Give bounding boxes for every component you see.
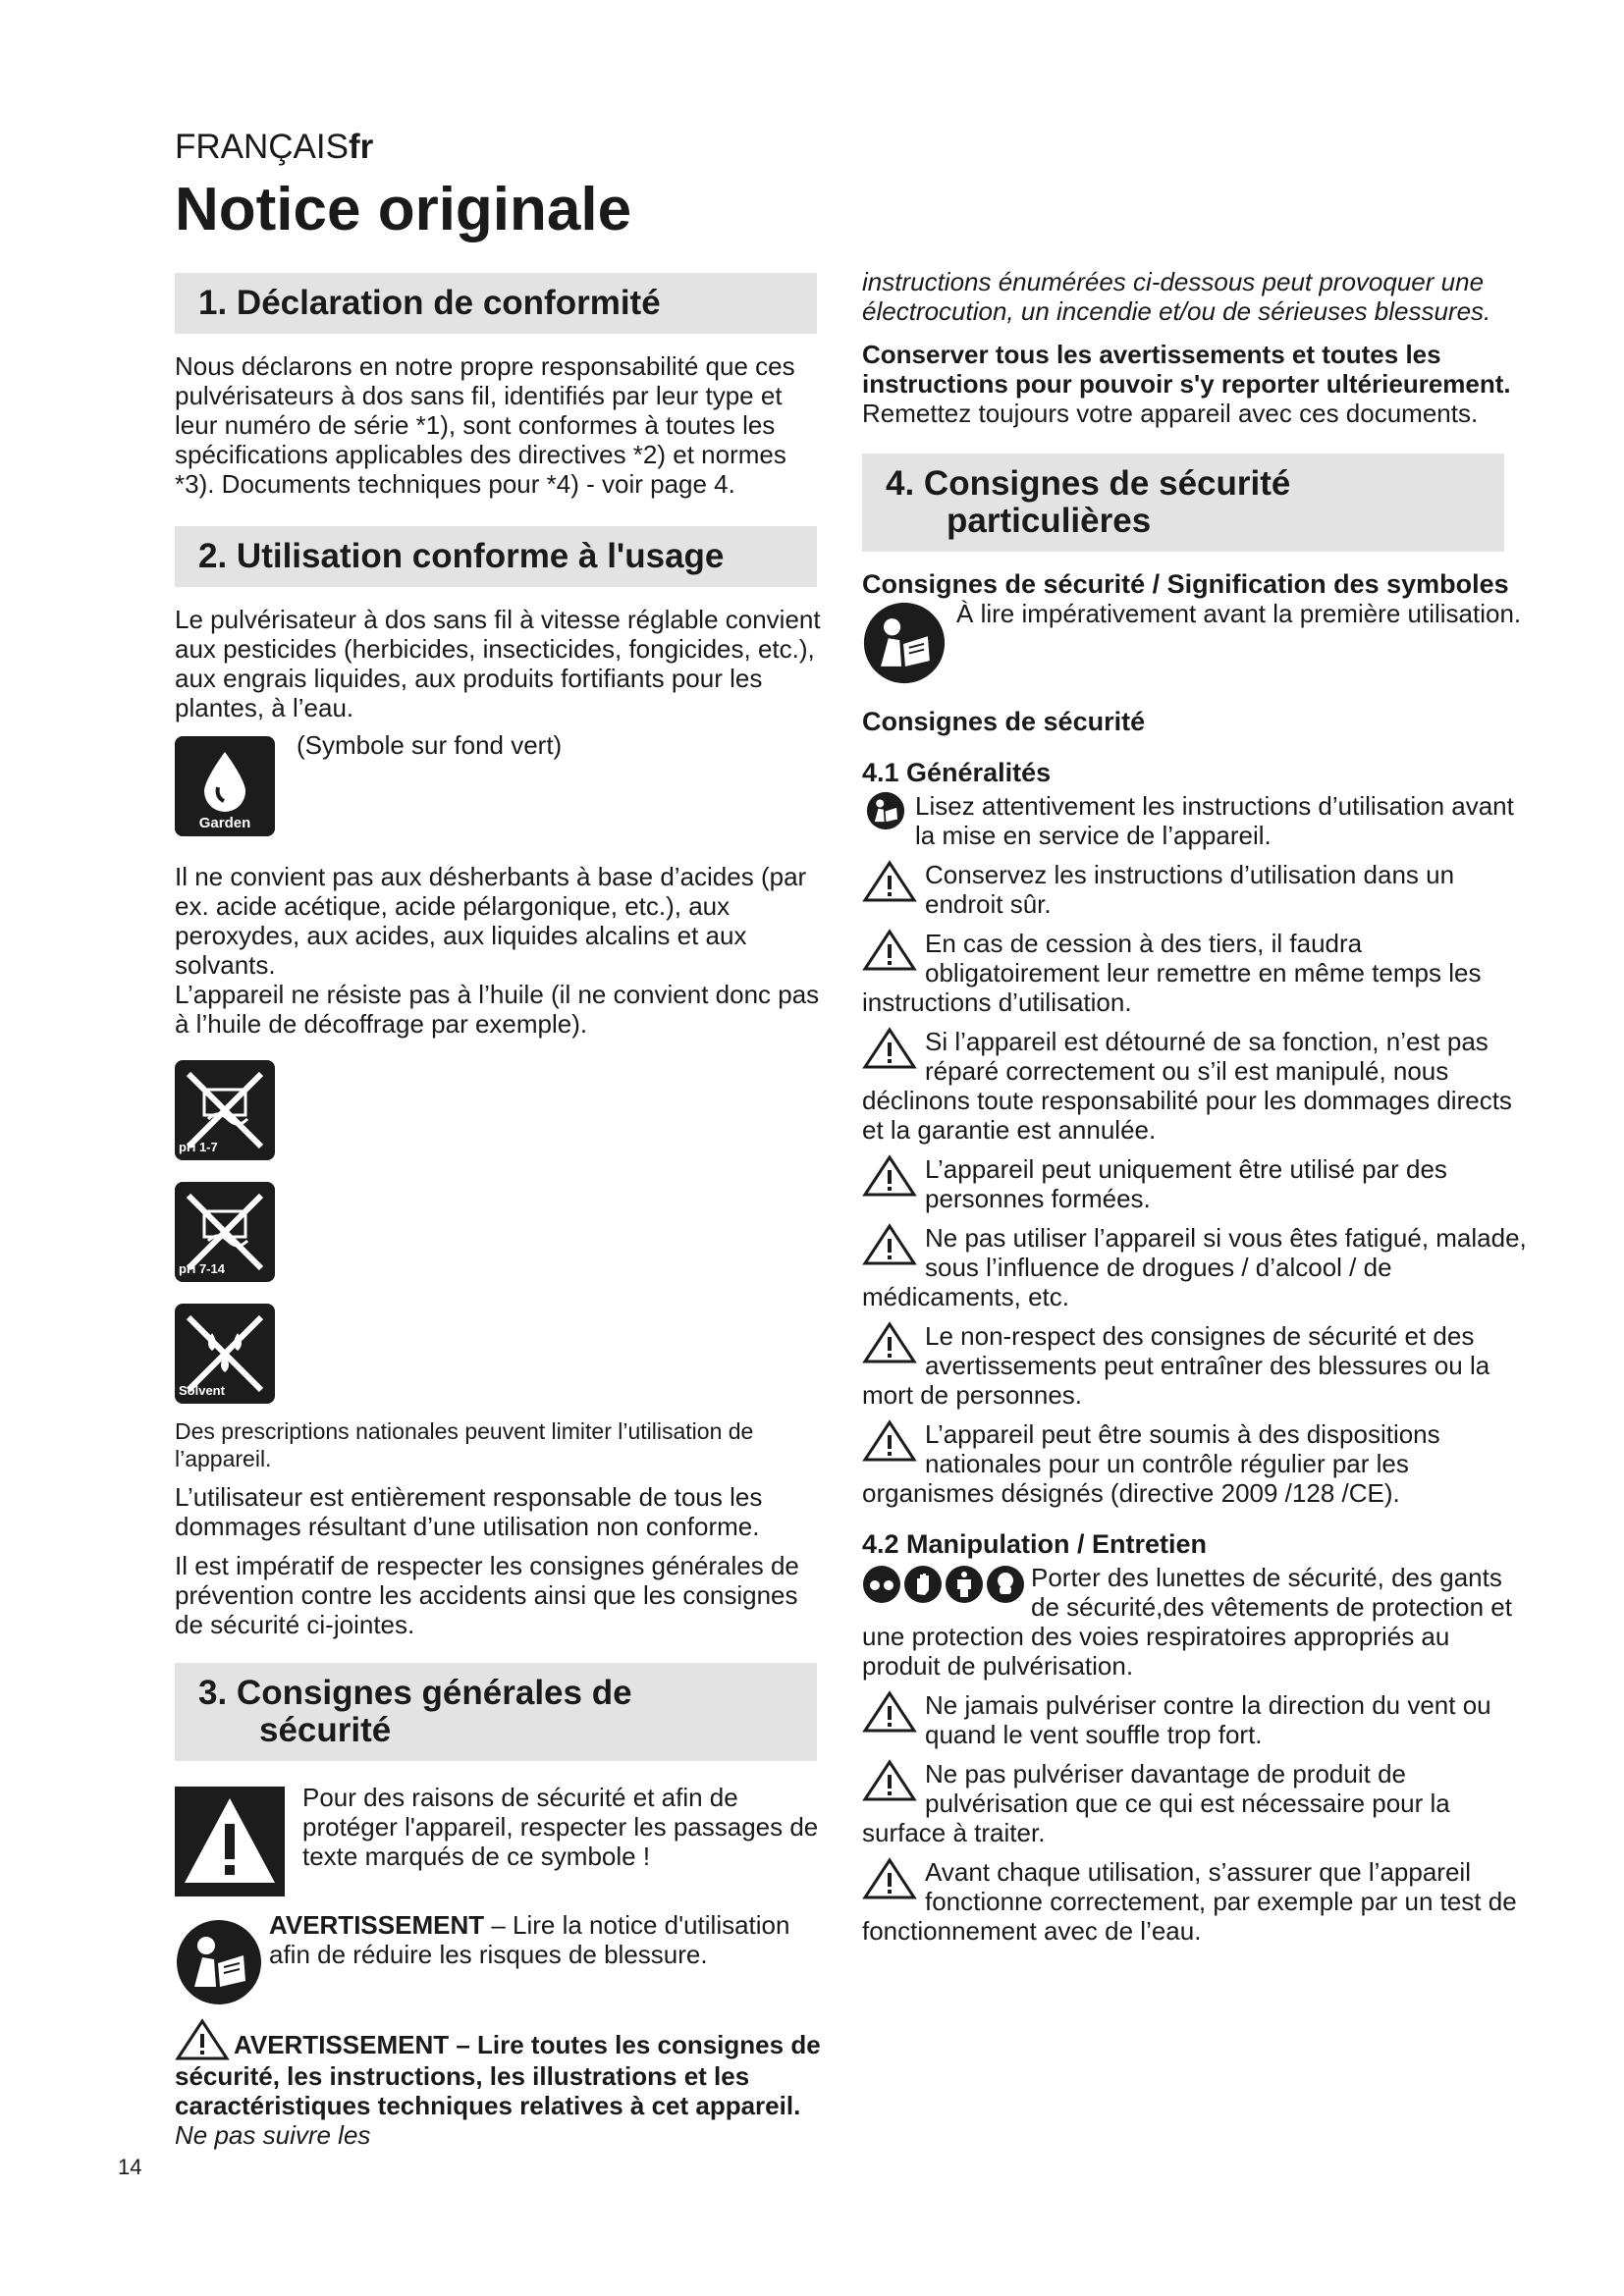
item-text: Si l’appareil est détourné de sa fonction, n’est pas réparé correctement ou s’il est manipulé, nous déclinons toute responsabilité pour les dommages directs et la garantie est annulée. — [862, 1027, 1512, 1145]
right-column — [862, 267, 1530, 1946]
page-title: Notice originale — [175, 176, 632, 243]
read-manual-icon — [175, 1918, 263, 2006]
item-text: Avant chaque utilisation, s’assurer que l’appareil fonctionne correctement, par exemple par un test de fonctionnement avec de l’eau. — [862, 1857, 1517, 1946]
warning-triangle-icon — [862, 1857, 919, 1898]
symbols-heading: Consignes de sécurité / Signification des symboles — [862, 569, 1509, 599]
avert2-text — [175, 2018, 823, 2150]
garden-symbol-row — [175, 730, 823, 846]
warning-symbol-row — [175, 1783, 823, 1900]
warning-triangle-icon — [862, 1154, 919, 1196]
list-item — [862, 1027, 1530, 1145]
item-text: L’appareil peut être soumis à des dispositions nationales pour un contrôle régulier par les organismes désignés (directive 2009 /128 /CE). — [862, 1419, 1440, 1508]
prohibition-icons — [175, 1060, 823, 1404]
goggles-icon — [862, 1565, 901, 1604]
warning-symbol-text: Pour des raisons de sécurité et afin de protéger l'appareil, respecter les passages de texte marqués de ce symbole ! — [302, 1783, 819, 1871]
safety-heading: Consignes de sécurité — [862, 707, 1146, 736]
oil-text: L’appareil ne résiste pas à l’huile (il ne convient donc pas à l’huile de décoffrage par exemple). — [175, 980, 820, 1039]
avert1-label: AVERTISSEMENT — [269, 1910, 485, 1940]
warning-triangle-icon — [862, 860, 919, 901]
keep-instructions-bold: Conserver tous les avertissements et toutes les instructions pour pouvoir s'y reporter ultérieurement. — [862, 340, 1511, 399]
symbols-row — [862, 599, 1530, 683]
warning-triangle-icon — [175, 2018, 230, 2061]
list-item — [862, 1857, 1530, 1946]
item-text: Ne pas pulvériser davantage de produit de pulvérisation que ce qui est nécessaire pour la surface à traiter. — [862, 1759, 1450, 1847]
garden-label: Garden — [198, 815, 251, 831]
section-3-title-line2: sécurité — [259, 1711, 392, 1749]
list-item — [862, 1154, 1530, 1213]
item-text: Le non-respect des consignes de sécurité et des avertissements peut entraîner des blessures ou la mort de personnes. — [862, 1321, 1490, 1410]
item-text: L’appareil peut uniquement être utilisé par des personnes formées. — [925, 1154, 1447, 1213]
warning-triangle-icon — [862, 1419, 919, 1461]
ppe-text: Porter des lunettes de sécurité, des gants de sécurité,des vêtements de protection et une protection des voies respiratoires appropriés au produit de pulvérisation. — [862, 1563, 1512, 1681]
item-text: Ne jamais pulvériser contre la direction du vent ou quand le vent souffle trop fort. — [925, 1690, 1491, 1749]
avert2-bold: AVERTISSEMENT – Lire toutes les consignes de sécurité, les instructions, les illustrations et les caractéristiques techniques relatives à cet appareil. — [175, 2030, 821, 2120]
list-item — [862, 860, 1530, 919]
not-suitable-text: Il ne convient pas aux désherbants à base d’acides (par ex. acide acétique, acide pélargonique, etc.), aux peroxydes, aux acides, aux liquides alcalins et aux solvants. — [175, 862, 807, 980]
section-4-title-line1: 4. Consignes de sécurité — [886, 464, 1291, 503]
section-3-heading — [175, 1663, 817, 1761]
garden-note: (Symbole sur fond vert) — [297, 730, 563, 760]
continued-italic-text: instructions énumérées ci-dessous peut provoquer une électrocution, un incendie et/ou de sérieuses blessures. — [862, 267, 1491, 326]
usage-text: Le pulvérisateur à dos sans fil à vitesse réglable convient aux pesticides (herbicides, insecticides, fongicides, etc.), aux engrais liquides, aux produits fortifiants pour les plantes, à l’eau. — [175, 605, 821, 722]
avert1-body: – Lire la notice d'utilisation afin de réduire les risques de blessure. — [269, 1910, 790, 1969]
avert1-text — [269, 1910, 823, 1969]
warning-triangle-icon — [862, 929, 919, 970]
section-4-2-heading: 4.2 Manipulation / Entretien — [862, 1529, 1208, 1559]
list-item — [862, 929, 1530, 1017]
gloves-icon — [903, 1565, 943, 1604]
solvent-label: Solvent — [179, 1383, 225, 1398]
conformity-text: Nous déclarons en notre propre responsabilité que ces pulvérisateurs à dos sans fil, identifiés par leur type et leur numéro de série *1), sont conformes à toutes les spécifications applicables des directives *2) et normes *3). Documents techniques pour *4) - voir page 4. — [175, 351, 795, 499]
read-manual-icon — [862, 601, 947, 685]
read-manual-small-icon — [866, 791, 909, 834]
protective-clothing-icon — [945, 1565, 984, 1604]
warning-triangle-icon — [862, 1321, 919, 1362]
list-item — [862, 1321, 1530, 1410]
ph1-label: pH 1-7 — [179, 1140, 218, 1154]
item-text: Lisez attentivement les instructions d’utilisation avant la mise en service de l’appareil. — [915, 791, 1514, 850]
symbols-text: À lire impérativement avant la première utilisation. — [956, 599, 1522, 628]
section-4-1-list — [862, 791, 1530, 1508]
list-item — [862, 1759, 1530, 1847]
list-item — [862, 1419, 1530, 1508]
no-alkaline-ph7-icon — [175, 1182, 275, 1282]
large-warning-icon — [175, 1787, 285, 1896]
avert2-italic: Ne pas suivre les — [175, 2120, 371, 2150]
section-1-heading: 1. Déclaration de conformité — [175, 273, 817, 334]
ph2-label: pH 7-14 — [179, 1261, 225, 1276]
list-item — [862, 1223, 1530, 1311]
section-4-heading — [862, 454, 1504, 552]
lang-name: FRANÇAIS — [175, 128, 349, 166]
section-4-title-line2: particulières — [947, 502, 1152, 540]
keep-instructions-text: Remettez toujours votre appareil avec ces documents. — [862, 399, 1479, 428]
item-text: En cas de cession à des tiers, il faudra obligatoirement leur remettre en même temps les instructions d’utilisation. — [862, 929, 1482, 1017]
avert1-row — [175, 1910, 823, 2004]
list-item — [862, 791, 1530, 850]
no-acid-ph1-icon — [175, 1060, 275, 1160]
section-2-heading: 2. Utilisation conforme à l'usage — [175, 526, 817, 587]
item-text: Ne pas utiliser l’appareil si vous êtes fatigué, malade, sous l’influence de drogues / d’alcool / de médicaments, etc. — [862, 1223, 1527, 1311]
section-4-1-heading: 4.1 Généralités — [862, 758, 1052, 787]
national-note: Des prescriptions nationales peuvent limiter l’utilisation de l’appareil. — [175, 1418, 754, 1471]
warning-triangle-icon — [862, 1759, 919, 1800]
warning-triangle-icon — [862, 1690, 919, 1732]
ppe-icons — [862, 1565, 1025, 1604]
garden-icon — [175, 736, 275, 836]
ppe-row — [862, 1563, 1530, 1681]
user-responsibility-text: L’utilisateur est entièrement responsable de tous les dommages résultant d’une utilisation non conforme. — [175, 1482, 763, 1541]
warning-triangle-icon — [862, 1027, 919, 1068]
page-number: 14 — [118, 2155, 142, 2179]
warning-triangle-icon — [862, 1223, 919, 1264]
respirator-icon — [986, 1565, 1025, 1604]
left-column — [175, 273, 823, 2150]
language-label — [175, 128, 373, 167]
section-3-title-line1: 3. Consignes générales de — [198, 1674, 632, 1712]
item-text: Conservez les instructions d’utilisation dans un endroit sûr. — [925, 860, 1455, 919]
accident-prevention-text: Il est impératif de respecter les consignes générales de prévention contre les accidents ainsi que les consignes de sécurité ci-jointes. — [175, 1551, 799, 1639]
list-item — [862, 1690, 1530, 1749]
lang-code: fr — [348, 128, 374, 166]
no-solvent-icon — [175, 1304, 275, 1404]
